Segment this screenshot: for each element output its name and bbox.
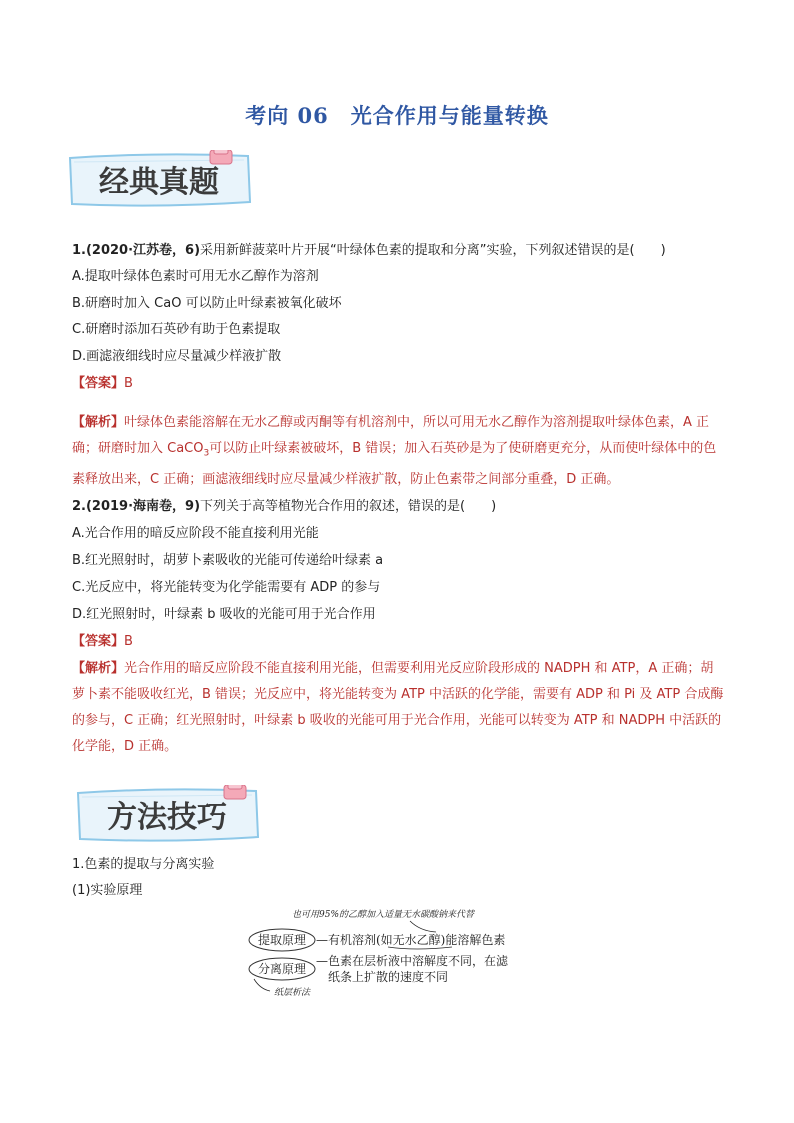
q1-explain-label: 【解析】 (72, 415, 125, 430)
q2-explain-text: 光合作用的暗反应阶段不能直接利用光能，但需要利用光反应阶段形成的 NADPH 和 ATP，A 正确；胡萝卜素不能吸收红光，B 错误；光反应中，将光能转变为 ATP 中活跃的化学能，需要有 ADP 和 Pi 及 ATP 合成酶的参与，C 正确；红光照射时，叶绿素 b 吸收的光能可用于光合作用，光能可以转变为 ATP 和 NADPH 中活跃的化学能，D 正确。 (72, 661, 724, 754)
method-banner-text: 方法技巧 (107, 800, 227, 835)
clip-icon (224, 785, 246, 799)
q1-option-a: A.提取叶绿体色素时可用无水乙醇作为溶剂 (72, 269, 319, 284)
q2-source: 2.(2019·海南卷，9) (72, 499, 201, 514)
separation-text-1: —色素在层析液中溶解度不同，在滤 (316, 954, 509, 968)
q2-explain-label: 【解析】 (72, 661, 125, 676)
q1-explanation (72, 410, 724, 493)
q1-answer-value: B (124, 376, 133, 391)
page-title: 考向 06 光合作用与能量转换 (245, 103, 549, 128)
separation-text-2: 纸条上扩散的速度不同 (328, 970, 449, 984)
extraction-text: —有机溶剂(如无水乙醇)能溶解色素 (316, 933, 506, 947)
classic-banner-text: 经典真题 (99, 165, 219, 200)
clip-icon (210, 150, 232, 164)
method-item-1-1: (1)实验原理 (72, 883, 143, 898)
q2-option-a: A.光合作用的暗反应阶段不能直接利用光能 (72, 526, 319, 541)
q1-answer (72, 371, 732, 397)
q2-answer-value: B (124, 634, 133, 649)
q1-explain-part-b: 可以防止叶绿素被破坏，B 错误；加入石英砂是为了使研磨更充分，从而使叶绿体中的色素释放出来，C 正确；画滤液细线时应尽量减少样液扩散，防止色素带之间部分重叠，D 正确。 (72, 441, 717, 487)
q1-option-b: B.研磨时加入 CaO 可以防止叶绿素被氧化破坏 (72, 296, 342, 311)
q2-stem (72, 494, 732, 520)
q2-explanation (72, 656, 724, 760)
classic-banner (64, 150, 254, 210)
q2-stem-text: 下列关于高等植物光合作用的叙述，错误的是( ) (200, 499, 497, 514)
handnote-top: 也可用95%的乙醇加入适量无水碳酸钠来代替 (292, 910, 475, 920)
q1-source: 1.(2020·江苏卷，6) (72, 243, 201, 258)
box-extraction: 提取原理 (257, 933, 307, 947)
q2-option-d: D.红光照射时，叶绿素 b 吸收的光能可用于光合作用 (72, 607, 376, 622)
principle-diagram (240, 905, 570, 1000)
q2-option-b: B.红光照射时，胡萝卜素吸收的光能可传递给叶绿素 a (72, 553, 384, 568)
q1-answer-label: 【答案】 (72, 376, 125, 391)
q1-explain-sub: 3 (203, 448, 210, 459)
q1-stem-text: 采用新鲜菠菜叶片开展“叶绿体色素的提取和分离”实验，下列叙述错误的是( ) (200, 243, 666, 258)
q1-stem (72, 238, 732, 264)
box-separation: 分离原理 (257, 962, 307, 976)
q1-explain-part-a: 叶绿体色素能溶解在无水乙醇或丙酮等有机溶剂中，所以可用无水乙醇作为溶剂提取叶绿体色素，A 正确；研磨时加入 CaCO (72, 415, 710, 456)
q2-answer (72, 629, 732, 655)
q1-option-c: C.研磨时添加石英砂有助于色素提取 (72, 322, 281, 337)
q2-answer-label: 【答案】 (72, 634, 125, 649)
q1-option-d: D.画滤液细线时应尽量减少样液扩散 (72, 349, 282, 364)
handnote-bottom: 纸层析法 (274, 988, 311, 998)
method-banner (72, 785, 262, 845)
method-item-1: 1.色素的提取与分离实验 (72, 857, 215, 872)
q2-option-c: C.光反应中，将光能转变为化学能需要有 ADP 的参与 (72, 580, 381, 595)
